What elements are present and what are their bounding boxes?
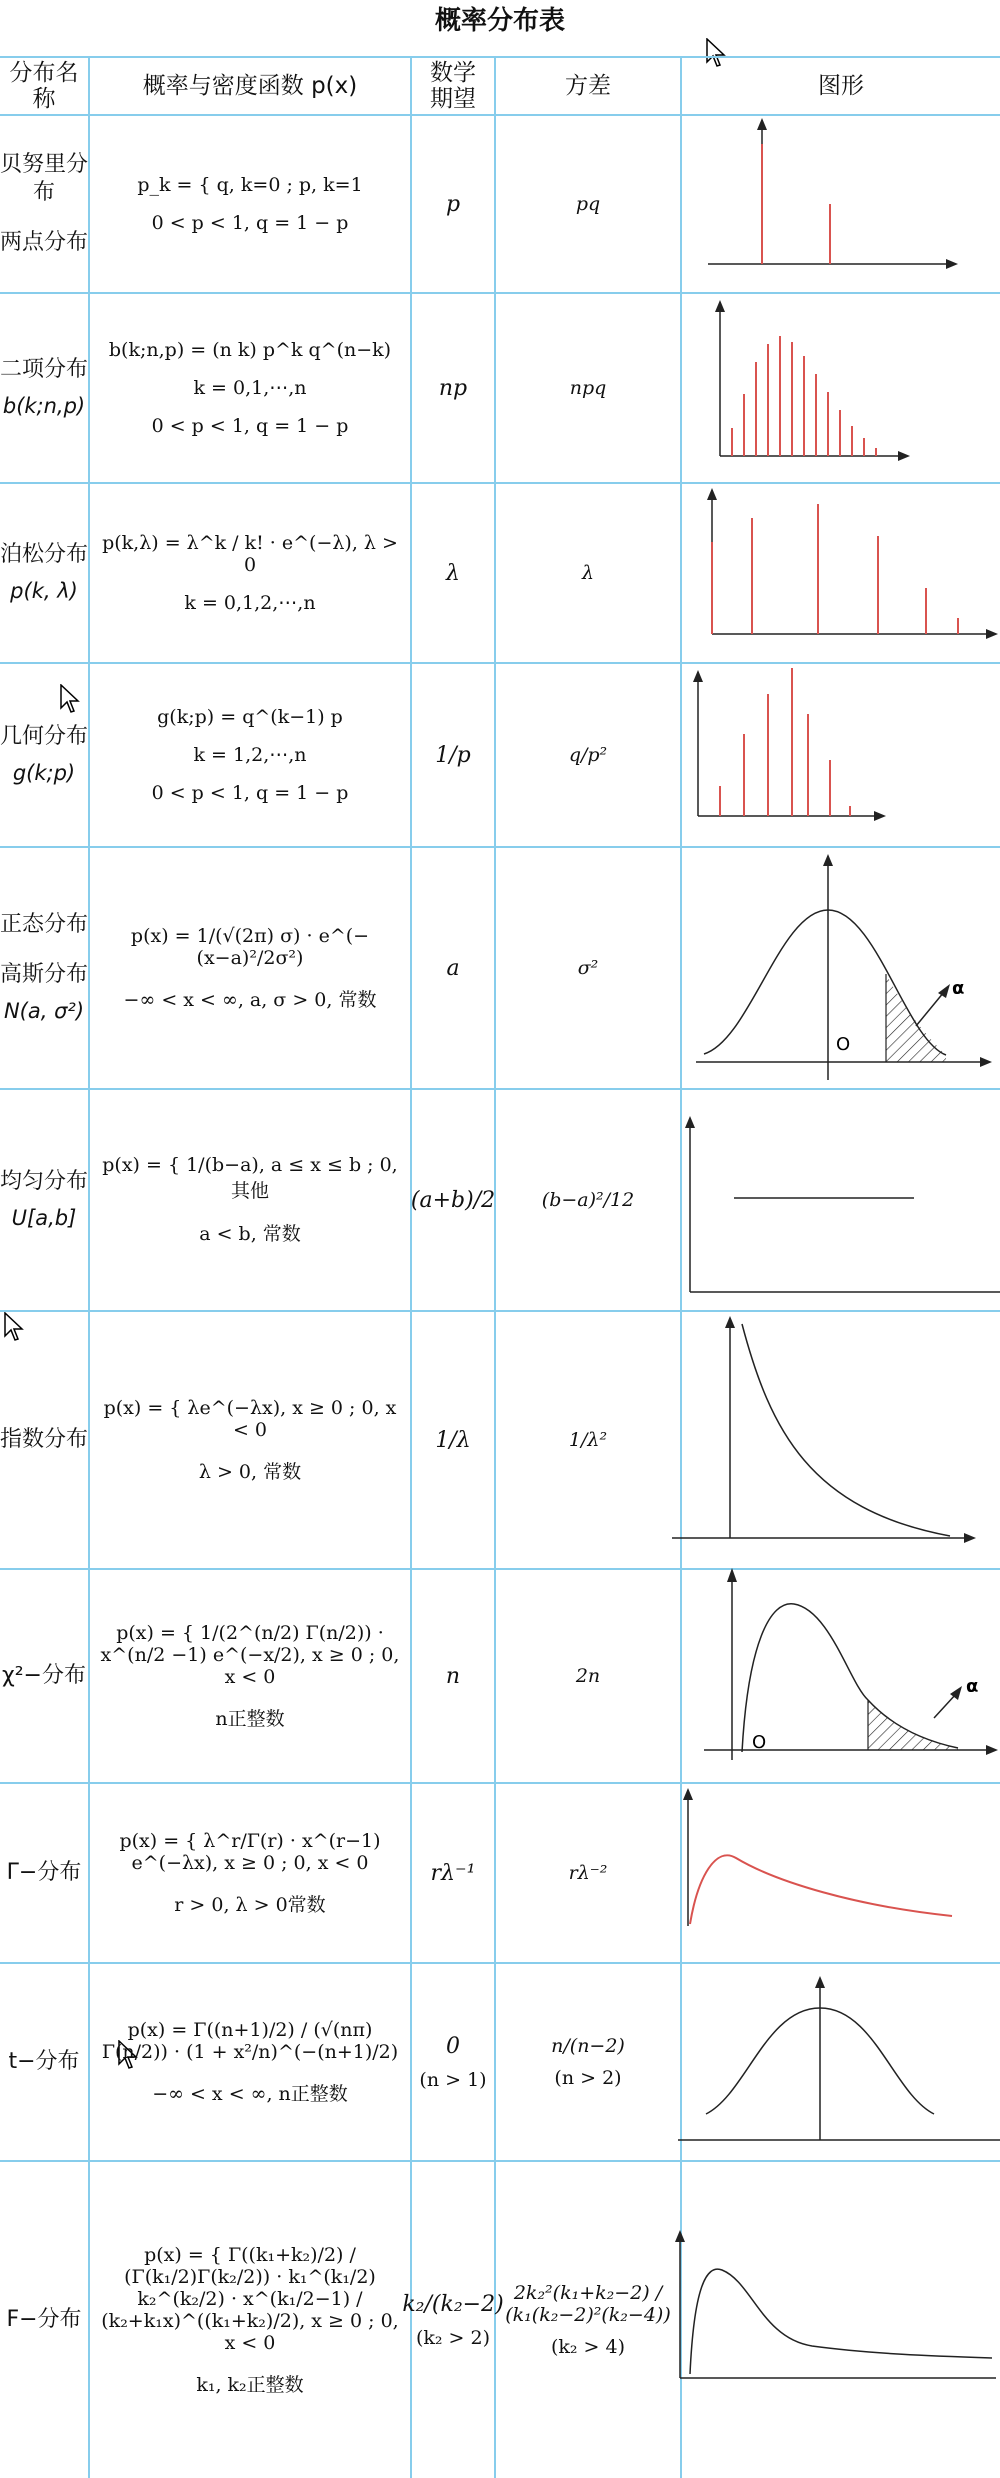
density-formula-cell: [90, 664, 410, 846]
density-formula-cell: [90, 2162, 410, 2478]
variance-condition: (k₂ > 4): [550, 2336, 626, 2358]
density-formula-line: r > 0, λ > 0常数: [174, 1893, 326, 1916]
graph-normal: [690, 850, 1000, 1086]
density-formula-line: p(x) = 1/(√(2π) σ) · e^(−(x−a)²/2σ²): [130, 924, 370, 969]
density-formula-cell: [90, 1570, 410, 1782]
distribution-name: 泊松分布: [0, 542, 89, 567]
expectation-cell: [412, 1570, 494, 1782]
variance-cell: [496, 484, 680, 662]
density-formula-line: p(x) = { 1/(2^(n/2) Γ(n/2)) · x^(n/2 −1) e^(−x/2), x ≥ 0 ; 0, x < 0: [100, 1621, 400, 1688]
header-variance: 方差: [565, 73, 611, 99]
alpha-label: α: [966, 1676, 979, 1697]
variance-value: q/p²: [568, 744, 608, 766]
header-density: 概率与密度函数 p(x): [142, 73, 358, 99]
distribution-name-cell: [0, 1784, 88, 1962]
variance-cell: [496, 1090, 680, 1310]
density-formula-cell: [90, 116, 410, 292]
distribution-name: 二项分布: [0, 357, 89, 382]
variance-cell: [496, 1784, 680, 1962]
graph-geometric: [690, 666, 990, 844]
variance-cell: [496, 1964, 680, 2160]
graph-exponential: [670, 1310, 986, 1550]
variance-value: pq: [575, 193, 601, 215]
density-formula-line: k₁, k₂正整数: [196, 2373, 304, 2396]
distribution-name-cell: [0, 484, 88, 662]
expectation-cell: [412, 294, 494, 482]
variance-cell: [496, 2162, 680, 2478]
density-formula-cell: [90, 1090, 410, 1310]
distribution-symbol: g(k;p): [12, 761, 76, 785]
distribution-name-cell: [0, 1964, 88, 2160]
expectation-value: 0: [446, 2033, 460, 2059]
origin-label: O: [752, 1732, 767, 1753]
variance-value: npq: [569, 377, 607, 399]
graph-uniform: [674, 1106, 1000, 1306]
distribution-name-cell: [0, 294, 88, 482]
density-formula-line: −∞ < x < ∞, a, σ > 0, 常数: [123, 988, 377, 1011]
distribution-name-cell: [0, 664, 88, 846]
density-formula-cell: [90, 1784, 410, 1962]
density-formula-line: p(k,λ) = λ^k / k! · e^(−λ), λ > 0: [102, 532, 398, 576]
density-formula-cell: [90, 484, 410, 662]
header-expectation: 数学期望: [430, 60, 476, 112]
distribution-symbol: U[a,b]: [11, 1206, 77, 1230]
density-formula-line: p(x) = Γ((n+1)/2) / (√(nπ) Γ(n/2)) · (1 + x²/n)^(−(n+1)/2): [101, 2018, 399, 2063]
expectation-value: np: [438, 375, 468, 401]
density-formula-line: n正整数: [215, 1707, 285, 1730]
distribution-name-cell: [0, 116, 88, 292]
variance-condition: (n > 2): [554, 2067, 622, 2089]
variance-cell: [496, 664, 680, 846]
density-formula-line: k = 1,2,⋯,n: [193, 744, 307, 766]
variance-cell: [496, 848, 680, 1088]
variance-value: λ: [581, 562, 595, 584]
density-formula-line: p_k = { q, k=0 ; p, k=1: [137, 174, 363, 196]
expectation-value: (a+b)/2: [410, 1187, 496, 1213]
variance-cell: [496, 294, 680, 482]
expectation-value: rλ⁻¹: [430, 1860, 476, 1886]
expectation-value: λ: [446, 560, 460, 586]
density-formula-line: −∞ < x < ∞, n正整数: [152, 2082, 348, 2105]
graph-gamma: [676, 1786, 986, 1936]
distribution-name-cell: [0, 1570, 88, 1782]
density-formula-line: 0 < p < 1, q = 1 − p: [151, 212, 349, 234]
density-formula-line: g(k;p) = q^(k−1) p: [157, 706, 343, 728]
expectation-cell: [412, 664, 494, 846]
distribution-name: χ²−分布: [2, 1663, 86, 1688]
expectation-value: 1/λ: [435, 1427, 471, 1453]
distribution-name: F−分布: [6, 2307, 82, 2332]
alpha-label: α: [952, 978, 965, 999]
distribution-name-cell: [0, 848, 88, 1088]
distribution-symbol: b(k;n,p): [2, 394, 86, 418]
graph-f: [672, 2228, 1000, 2388]
expectation-value: n: [445, 1663, 461, 1689]
expectation-value: 1/p: [435, 742, 471, 768]
expectation-cell: [412, 1312, 494, 1568]
distribution-symbol: p(k, λ): [10, 579, 78, 603]
expectation-cell: [412, 1784, 494, 1962]
density-formula-cell: [90, 1964, 410, 2160]
variance-cell: [496, 1312, 680, 1568]
expectation-cell: [412, 116, 494, 292]
variance-value: n/(n−2): [551, 2035, 625, 2057]
distribution-name: 均匀分布: [0, 1169, 89, 1194]
density-formula-line: p(x) = { λe^(−λx), x ≥ 0 ; 0, x < 0: [103, 1396, 397, 1441]
header-graph: 图形: [818, 73, 864, 99]
distribution-alt-name: 高斯分布: [0, 962, 89, 987]
expectation-condition: (n > 1): [419, 2068, 487, 2091]
density-formula-line: p(x) = { 1/(b−a), a ≤ x ≤ b ; 0, 其他: [102, 1154, 398, 1202]
expectation-value: a: [446, 955, 460, 981]
density-formula-line: 0 < p < 1, q = 1 − p: [151, 782, 349, 804]
expectation-condition: (k₂ > 2): [415, 2326, 491, 2349]
distribution-name: Γ−分布: [6, 1860, 82, 1885]
distribution-name: 指数分布: [0, 1427, 89, 1452]
graph-binomial: [690, 296, 990, 476]
density-formula-line: a < b, 常数: [199, 1223, 301, 1245]
distribution-name-cell: [0, 2162, 88, 2478]
variance-value: 2k₂²(k₁+k₂−2) / (k₁(k₂−2)²(k₂−4)): [505, 2282, 671, 2326]
expectation-cell: [412, 848, 494, 1088]
expectation-cell: [412, 1090, 494, 1310]
variance-value: 1/λ²: [568, 1429, 608, 1451]
variance-value: rλ⁻²: [568, 1862, 608, 1884]
expectation-cell: [412, 484, 494, 662]
density-formula-cell: [90, 848, 410, 1088]
origin-label: O: [836, 1034, 851, 1055]
distribution-symbol: N(a, σ²): [3, 999, 85, 1023]
graph-poisson: [690, 486, 1000, 666]
distribution-name-cell: [0, 1090, 88, 1310]
variance-value: 2n: [575, 1665, 601, 1687]
expectation-value: k₂/(k₂−2): [402, 2291, 504, 2317]
distribution-name: 几何分布: [0, 724, 89, 749]
expectation-cell: [412, 1964, 494, 2160]
density-formula-cell: [90, 294, 410, 482]
variance-value: (b−a)²/12: [541, 1189, 635, 1211]
density-formula-line: b(k;n,p) = (n k) p^k q^(n−k): [108, 339, 392, 361]
graph-chi-square: [690, 1564, 1000, 1770]
page-title: 概率分布表: [434, 6, 565, 36]
density-formula-line: k = 0,1,2,⋯,n: [184, 592, 316, 614]
distribution-alt-name: 两点分布: [0, 230, 89, 255]
header-name: 分布名称: [9, 60, 79, 112]
variance-cell: [496, 116, 680, 292]
density-formula-line: p(x) = { λ^r/Γ(r) · x^(r−1) e^(−λx), x ≥ 0 ; 0, x < 0: [119, 1829, 381, 1874]
graph-bernoulli: [690, 116, 990, 292]
distribution-name: 正态分布: [0, 912, 89, 937]
distribution-name-cell: [0, 1312, 88, 1568]
density-formula-line: λ > 0, 常数: [198, 1460, 302, 1483]
distribution-name: t−分布: [8, 2049, 80, 2074]
density-formula-line: k = 0,1,⋯,n: [193, 377, 307, 399]
density-formula-line: p(x) = { Γ((k₁+k₂)/2) / (Γ(k₁/2)Γ(k₂/2)) · k₁^(k₁/2) k₂^(k₂/2) · x^(k₁/2−1) / (k₂+k₁x)^((k₁+k₂)/2), x ≥ 0 ; 0, x < 0: [101, 2243, 399, 2354]
density-formula-line: 0 < p < 1, q = 1 − p: [151, 415, 349, 437]
density-formula-cell: [90, 1312, 410, 1568]
distribution-name: 贝努里分布: [0, 152, 89, 205]
variance-value: σ²: [577, 957, 599, 979]
graph-t: [676, 1968, 1000, 2148]
expectation-cell: [402, 2162, 504, 2478]
variance-cell: [496, 1570, 680, 1782]
expectation-value: p: [445, 191, 461, 217]
